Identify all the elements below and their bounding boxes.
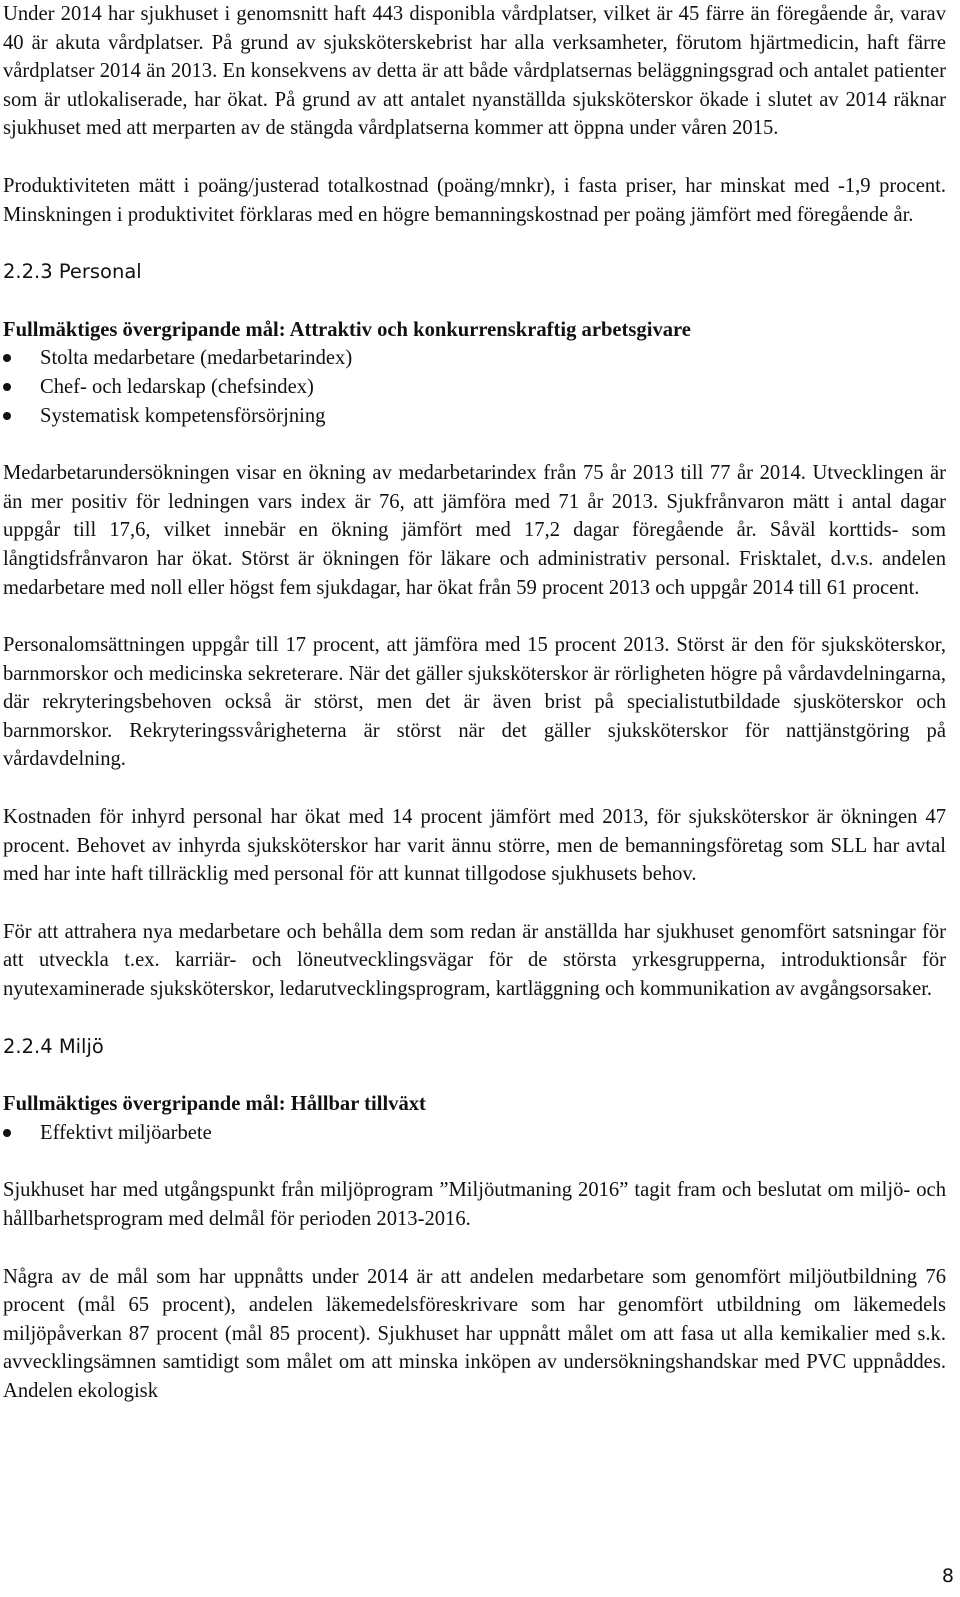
- bullet-list-personal: [3, 344, 946, 430]
- bullet-item: Systematisk kompetensförsörjning: [3, 402, 946, 431]
- document-page: [3, 0, 946, 1406]
- goal-personal: Fullmäktiges övergripande mål: Attraktiv och konkurrenskraftig arbetsgivare: [3, 318, 691, 341]
- goal-miljo: Fullmäktiges övergripande mål: Hållbar tillväxt: [3, 1093, 426, 1116]
- bullet-icon: [3, 354, 11, 362]
- intro-paragraph-2: Produktiviteten mätt i poäng/justerad totalkostnad (poäng/mnkr), i fasta priser, har minskat med -1,9 procent. Minskningen i produktivitet förklaras med en högre bemanningskostnad per poäng jämfört med föregående år.: [3, 174, 946, 226]
- miljo-paragraph-2: Några av de mål som har uppnåtts under 2014 är att andelen medarbetare som genomfört miljöutbildning 76 procent (mål 65 procent), andelen läkemedelsföreskrivare som har genomfört utbildning om läkemedels miljöpåverkan 87 procent (mål 85 procent). Sjukhuset har uppnått målet om att fasa ut alla kemikalier med s.k. avvecklingsämnen samtidigt som målet om att minska inköpen av undersökningshandskar med PVC uppnåddes. Andelen ekologisk: [3, 1265, 946, 1402]
- section-heading-miljo: 2.2.4 Miljö: [3, 1034, 104, 1058]
- section-heading-personal: 2.2.3 Personal: [3, 260, 142, 284]
- bullet-item: Stolta medarbetare (medarbetarindex): [3, 344, 946, 373]
- personal-paragraph-4: För att attrahera nya medarbetare och behålla dem som redan är anställda har sjukhuset genomfört satsningar för att utveckla t.ex. karriär- och löneutvecklingsvägar för de största yrkesgrupperna, introduktionsår för nyutexaminerade sjuksköterskor, ledarutvecklingsprogram, kartläggning och kommunikation av avgångsorsaker.: [3, 920, 946, 1001]
- miljo-paragraph-1: Sjukhuset har med utgångspunkt från miljöprogram ”Miljöutmaning 2016” tagit fram och beslutat om miljö- och hållbarhetsprogram med delmål för perioden 2013-2016.: [3, 1179, 946, 1230]
- bullet-item: Effektivt miljöarbete: [3, 1119, 946, 1148]
- intro-paragraph-1: Under 2014 har sjukhuset i genomsnitt haft 443 disponibla vårdplatser, vilket är 45 färre än föregående år, varav 40 är akuta vårdplatser. På grund av sjuksköterskebrist har alla verksamheter, förutom hjärtmedicin, haft färre vårdplatser 2014 än 2013. En konsekvens av detta är att både vårdplatsernas beläggningsgrad och antalet patienter som är utlokaliserade, har ökat. På grund av att antalet nyanställda sjuksköterskor ökade i slutet av 2014 räknar sjukhuset med att merparten av de stängda vårdplatserna kommer att öppna under våren 2015.: [3, 3, 946, 140]
- bullet-icon: [3, 412, 11, 420]
- bullet-icon: [3, 1129, 11, 1137]
- page-number: 8: [941, 1565, 954, 1587]
- bullet-icon: [3, 383, 11, 391]
- bullet-list-miljo: [3, 1119, 946, 1148]
- bullet-item: Chef- och ledarskap (chefsindex): [3, 373, 946, 402]
- personal-paragraph-1: Medarbetarundersökningen visar en ökning av medarbetarindex från 75 år 2013 till 77 år 2014. Utvecklingen är än mer positiv för ledningen vars index är 76, att jämföra med 71 år 2013. Sjukfrånvaron mätt i antal dagar uppgår till 17,6, vilket innebär en ökning jämfört med 17,2 dagar föregående år. Såväl korttids- som långtidsfrånvaron har ökat. Störst är ökningen för läkare och administrativ personal. Frisktalet, d.v.s. andelen medarbetare med noll eller högst fem sjukdagar, har ökat från 59 procent 2013 och uppgår 2014 till 61 procent.: [3, 462, 946, 599]
- personal-paragraph-3: Kostnaden för inhyrd personal har ökat med 14 procent jämfört med 2013, för sjuksköterskor är ökningen 47 procent. Behovet av inhyrda sjuksköterskor har varit ännu större, men de bemanningsföretag som SLL har avtal med har inte haft tillräcklig med personal för att kunnat tillgodose sjukhusets behov.: [3, 806, 946, 886]
- personal-paragraph-2: Personalomsättningen uppgår till 17 procent, att jämföra med 15 procent 2013. Störst är den för sjuksköterskor, barnmorskor och medicinska sekreterare. När det gäller sjuksköterskor är rörligheten högre på vårdavdelningarna, där rekryteringsbehoven också är störst, men det är även brist på specialistutbildade sjusköterskor och barnmorskor. Rekryteringssvårigheterna är störst när det gäller sjuksköterskor för nattjänstgöring på vårdavdelning.: [3, 634, 946, 771]
